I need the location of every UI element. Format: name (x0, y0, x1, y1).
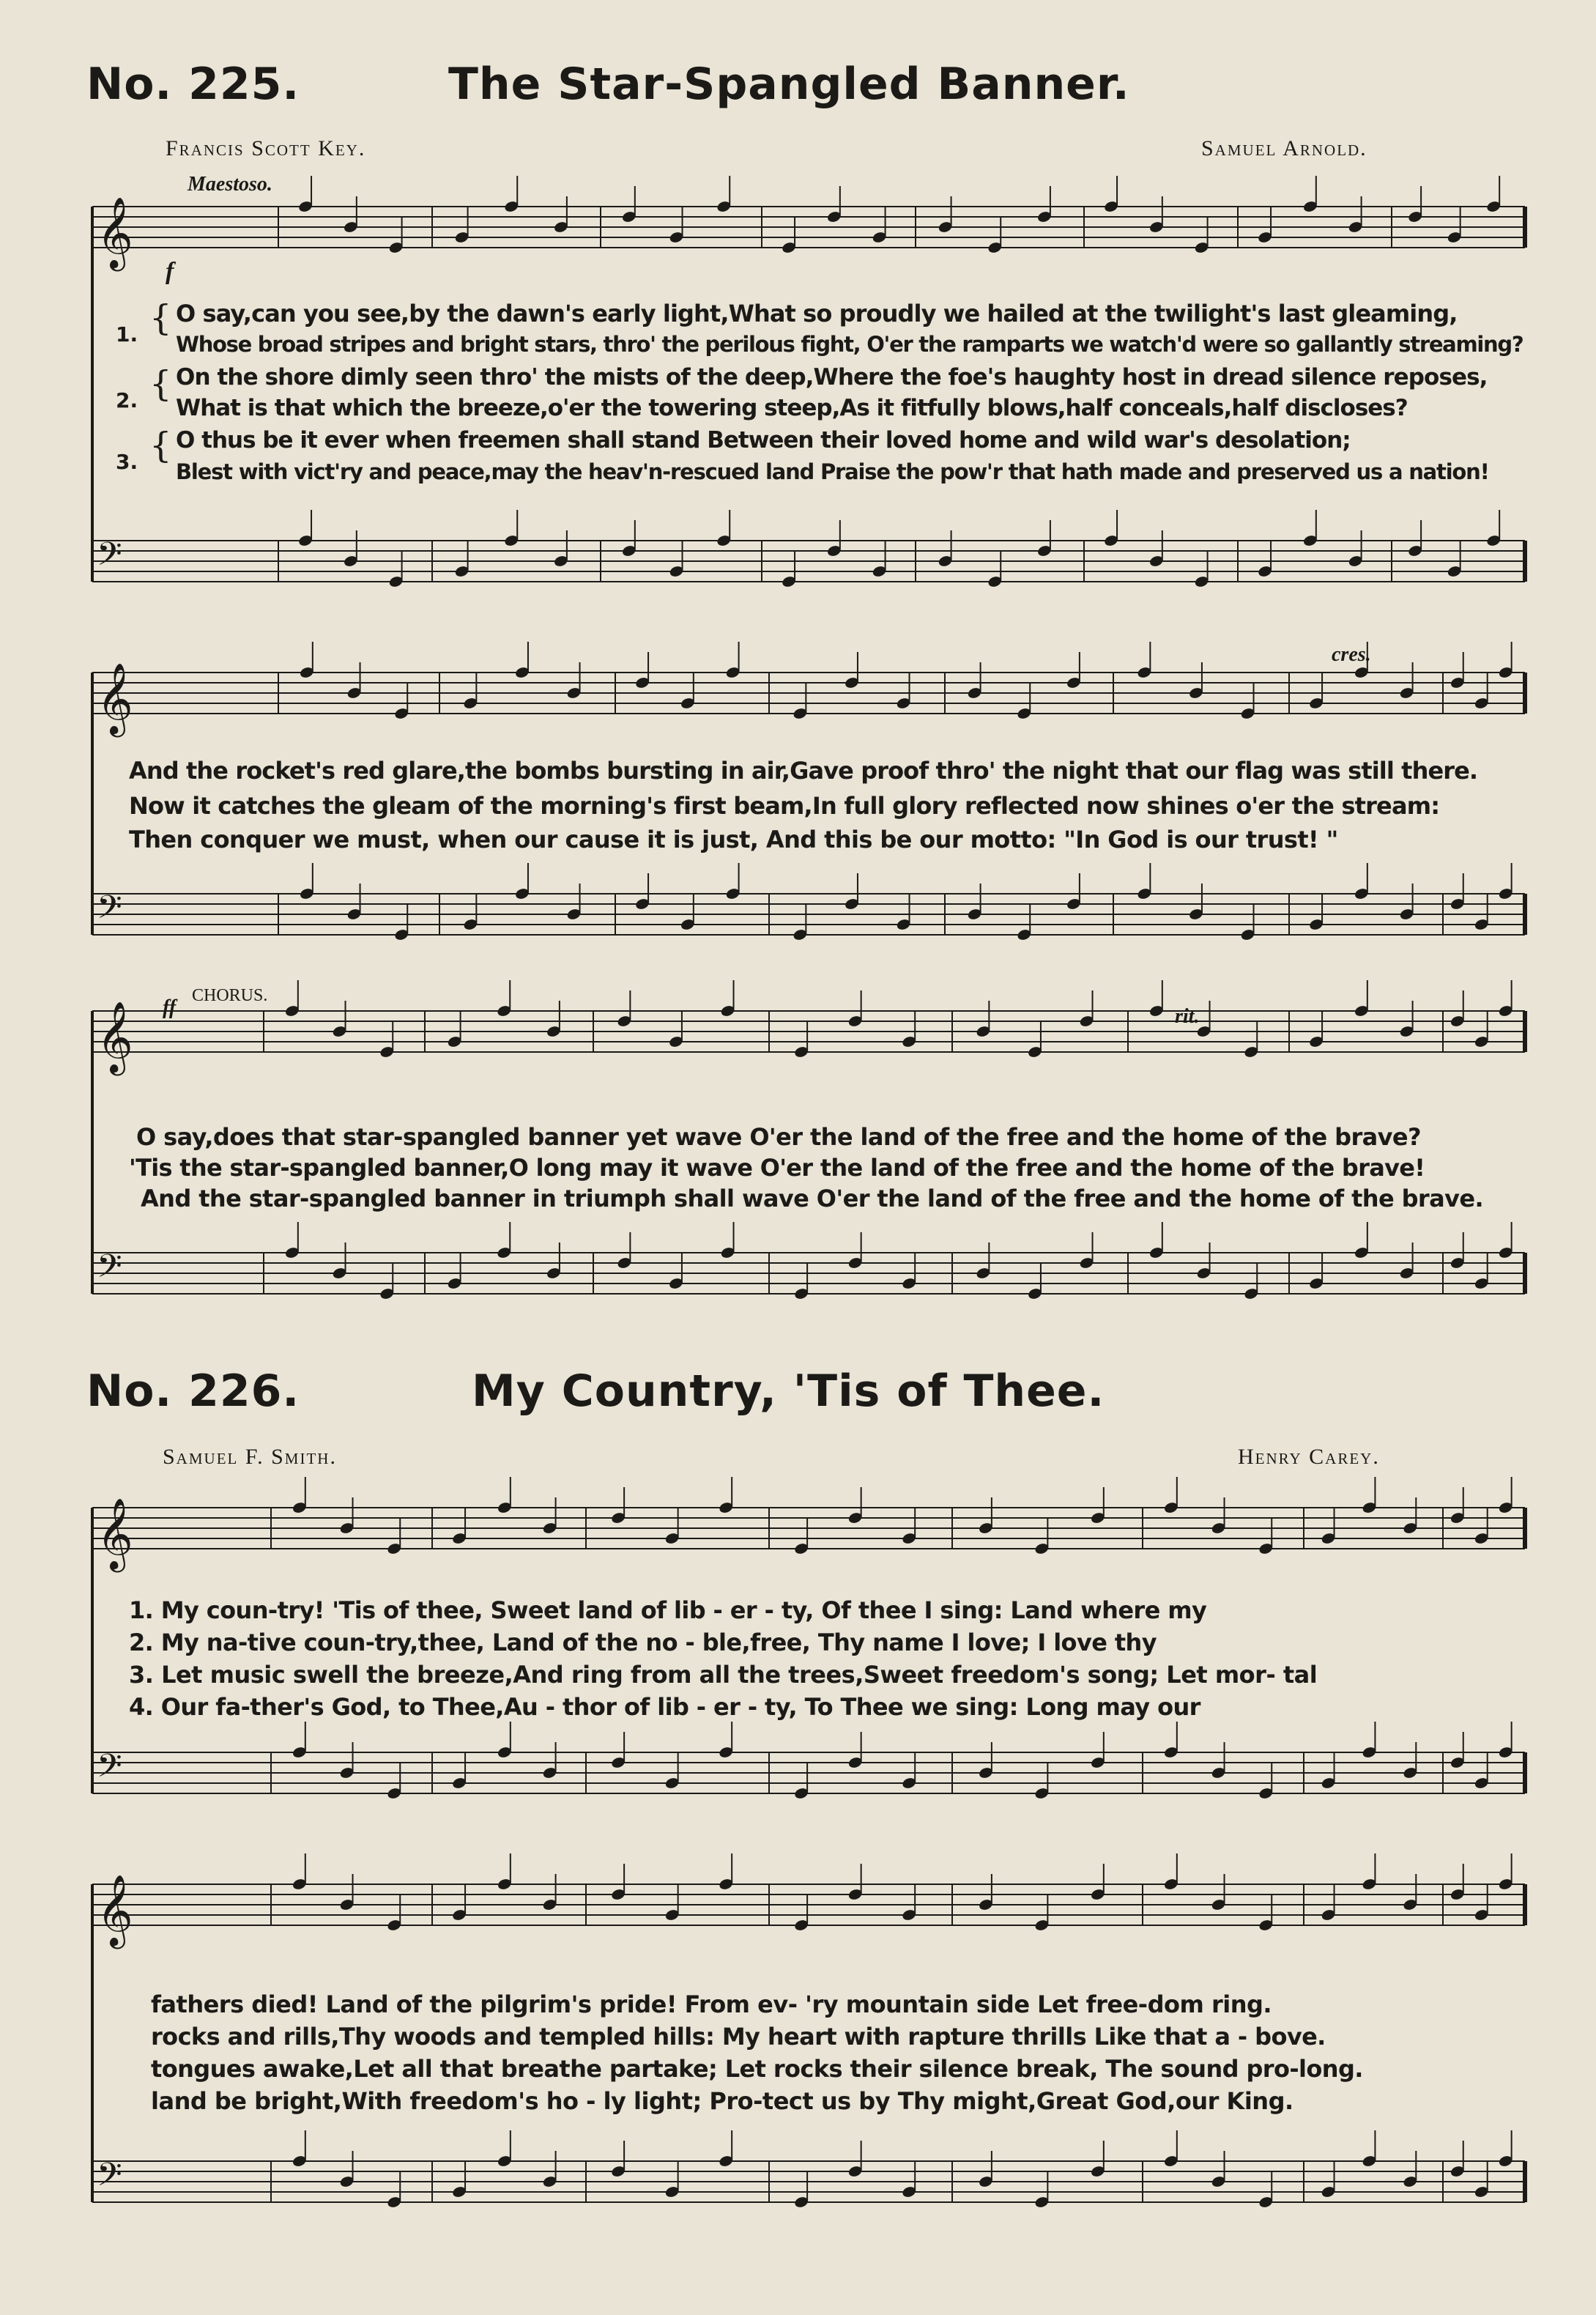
bass-clef: 𝄢 (97, 2155, 122, 2201)
song-225-lyricist: Francis Scott Key. (166, 136, 366, 160)
song-226-verse-line-1: 1. My coun-try! 'Tis of thee, Sweet land of lib - er - ty, Of thee I sing: Land where my (129, 1596, 1207, 1624)
verse-number-1: 1. (116, 322, 138, 347)
song-226-lyricist: Samuel F. Smith. (163, 1445, 337, 1469)
verse-brace-2: { (149, 363, 172, 404)
song-226-title: My Country, 'Tis of Thee. (472, 1366, 1105, 1417)
treble-clef: 𝄞 (97, 1497, 133, 1569)
system-2-line-2: Now it catches the gleam of the morning's first beam,In full glory reflected now shines o'er the stream: (129, 792, 1440, 820)
song-226-composer: Henry Carey. (1238, 1445, 1380, 1469)
dynamic-forte: f (166, 258, 174, 285)
chorus-line-1: O say,does that star-spangled banner yet wave O'er the land of the free and the home of the brave? (136, 1123, 1421, 1151)
verse-2-line-1: On the shore dimly seen thro' the mists of the deep,Where the foe's haughty host in dread silence reposes, (176, 364, 1488, 390)
song-226-verse-cont-2: rocks and rills,Thy woods and templed hills: My heart with rapture thrills Like that a - bove. (151, 2023, 1326, 2051)
song-225-title: The Star-Spangled Banner. (448, 59, 1130, 110)
verse-number-2: 2. (116, 388, 138, 412)
verse-2-line-2: What is that which the breeze,o'er the towering steep,As it fitfully blows,half conceals,half discloses? (176, 395, 1408, 421)
treble-clef: 𝄞 (97, 662, 133, 734)
verse-1-line-1: O say,can you see,by the dawn's early light,What so proudly we hailed at the twilight's last gleaming, (176, 300, 1458, 327)
bass-clef: 𝄢 (97, 1747, 122, 1793)
song-226-number: No. 226. (86, 1366, 300, 1417)
treble-clef: 𝄞 (97, 196, 133, 268)
verse-1-line-2: Whose broad stripes and bright stars, thro' the perilous fight, O'er the ramparts we watch'd were so gallantly streaming? (176, 332, 1523, 357)
song-226-verse-cont-4: land be bright,With freedom's ho - ly light; Pro-tect us by Thy might,Great God,our King. (151, 2087, 1293, 2115)
verse-brace-3: { (149, 425, 172, 466)
treble-clef: 𝄞 (97, 1874, 133, 1946)
song-226-verse-line-4: 4. Our fa-ther's God, to Thee,Au - thor of lib - er - ty, To Thee we sing: Long may our (129, 1693, 1200, 1721)
bass-clef: 𝄢 (97, 888, 122, 934)
song-226-verse-cont-1: fathers died! Land of the pilgrim's pride! From ev- 'ry mountain side Let free-dom ring. (151, 1990, 1272, 2018)
song-226-verse-cont-3: tongues awake,Let all that breathe partake; Let rocks their silence break, The sound pro-long. (151, 2055, 1363, 2083)
rit-marking: rit. (1175, 1005, 1200, 1028)
verse-brace-1: { (149, 297, 172, 338)
cres-marking: cres. (1332, 643, 1371, 666)
chorus-line-2: 'Tis the star-spangled banner,O long may it wave O'er the land of the free and the home of the brave! (129, 1154, 1425, 1182)
verse-3-line-2: Blest with vict'ry and peace,may the heav'n-rescued land Praise the pow'r that hath made and preserved us a nation! (176, 459, 1489, 484)
song-225-composer: Samuel Arnold. (1201, 136, 1367, 160)
song-225-number: No. 225. (86, 59, 300, 110)
bass-clef: 𝄢 (97, 535, 122, 581)
tempo-marking: Maestoso. (188, 173, 272, 196)
verse-number-3: 3. (116, 450, 138, 474)
chorus-dynamic: ff (163, 996, 177, 1019)
song-226-verse-line-2: 2. My na-tive coun-try,thee, Land of the no - ble,free, Thy name I love; I love thy (129, 1629, 1157, 1656)
system-2-line-3: Then conquer we must, when our cause it is just, And this be our motto: "In God is our trust! " (129, 826, 1338, 853)
chorus-label: CHORUS. (192, 986, 268, 1005)
verse-3-line-1: O thus be it ever when freemen shall stand Between their loved home and wild war's desolation; (176, 427, 1351, 453)
bass-clef: 𝄢 (97, 1247, 122, 1293)
treble-clef: 𝄞 (97, 1001, 133, 1073)
song-226-verse-line-3: 3. Let music swell the breeze,And ring from all the trees,Sweet freedom's song; Let mor- tal (129, 1661, 1318, 1689)
system-2-line-1: And the rocket's red glare,the bombs bursting in air,Gave proof thro' the night that our flag was still there. (129, 757, 1478, 785)
chorus-line-3: And the star-spangled banner in triumph shall wave O'er the land of the free and the home of the brave. (141, 1185, 1484, 1212)
